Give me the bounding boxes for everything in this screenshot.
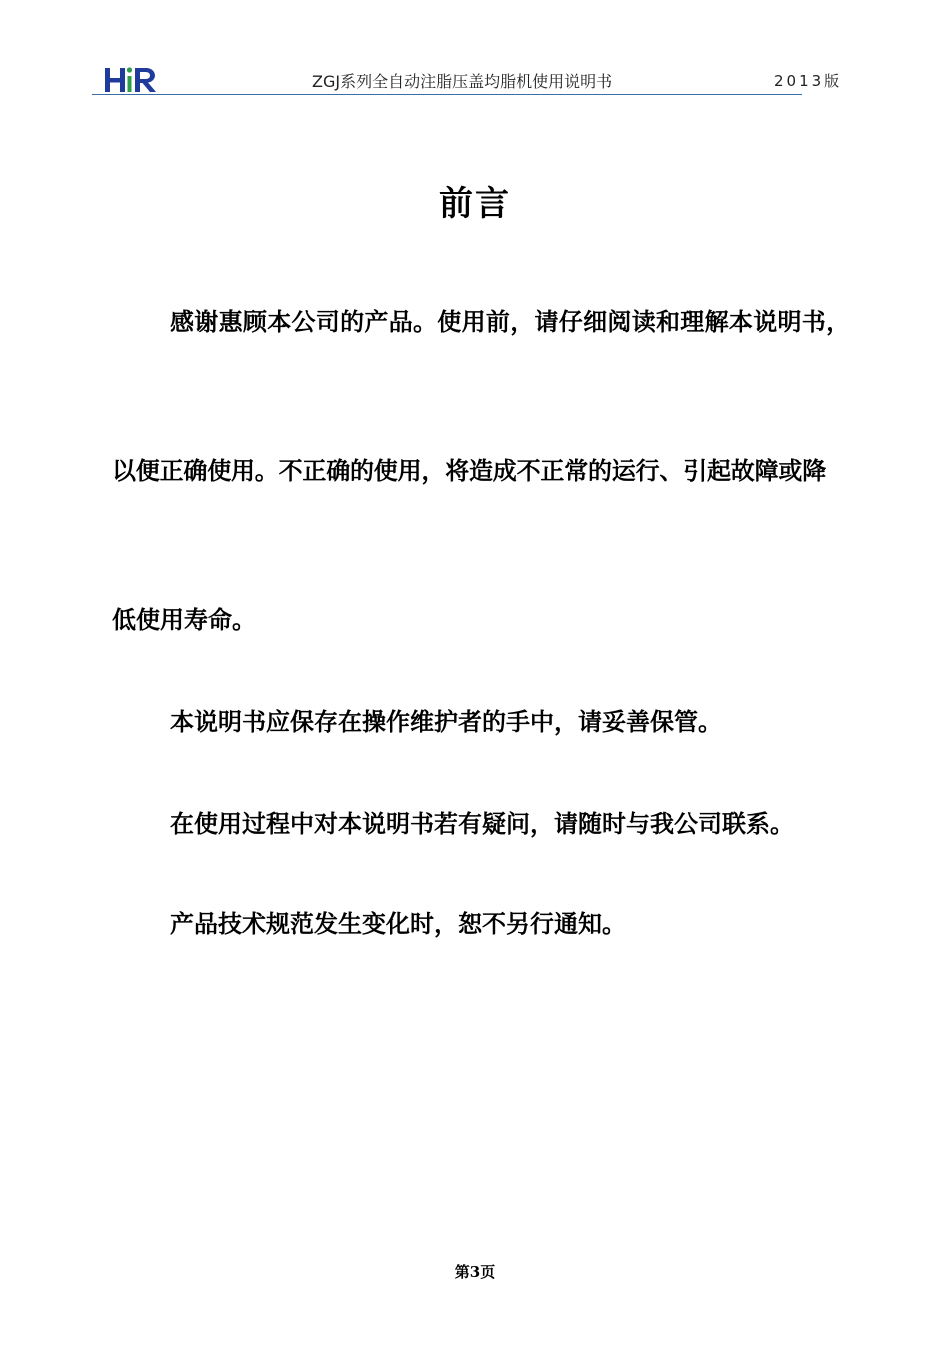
paragraph-line: 在使用过程中对本说明书若有疑问，请随时与我公司联系。 bbox=[170, 809, 794, 838]
paragraph-line: 感谢惠顾本公司的产品。使用前，请仔细阅读和理解本说明书， bbox=[170, 307, 851, 336]
document-title: ZGJ系列全自动注脂压盖均脂机使用说明书 bbox=[312, 72, 613, 91]
paragraph-line: 产品技术规范发生变化时，恕不另行通知。 bbox=[170, 909, 626, 938]
page-title: 前言 bbox=[439, 184, 511, 224]
paragraph-line: 低使用寿命。 bbox=[112, 605, 256, 634]
header-divider bbox=[92, 94, 802, 95]
edition-label: 2013版 bbox=[774, 72, 843, 90]
paragraph-line: 以便正确使用。不正确的使用，将造成不正常的运行、引起故障或降 bbox=[112, 456, 826, 485]
page-number: 第3页 bbox=[454, 1263, 496, 1281]
paragraph-line: 本说明书应保存在操作维护者的手中，请妥善保管。 bbox=[170, 707, 722, 736]
page-header bbox=[92, 60, 843, 98]
company-logo bbox=[104, 62, 160, 96]
